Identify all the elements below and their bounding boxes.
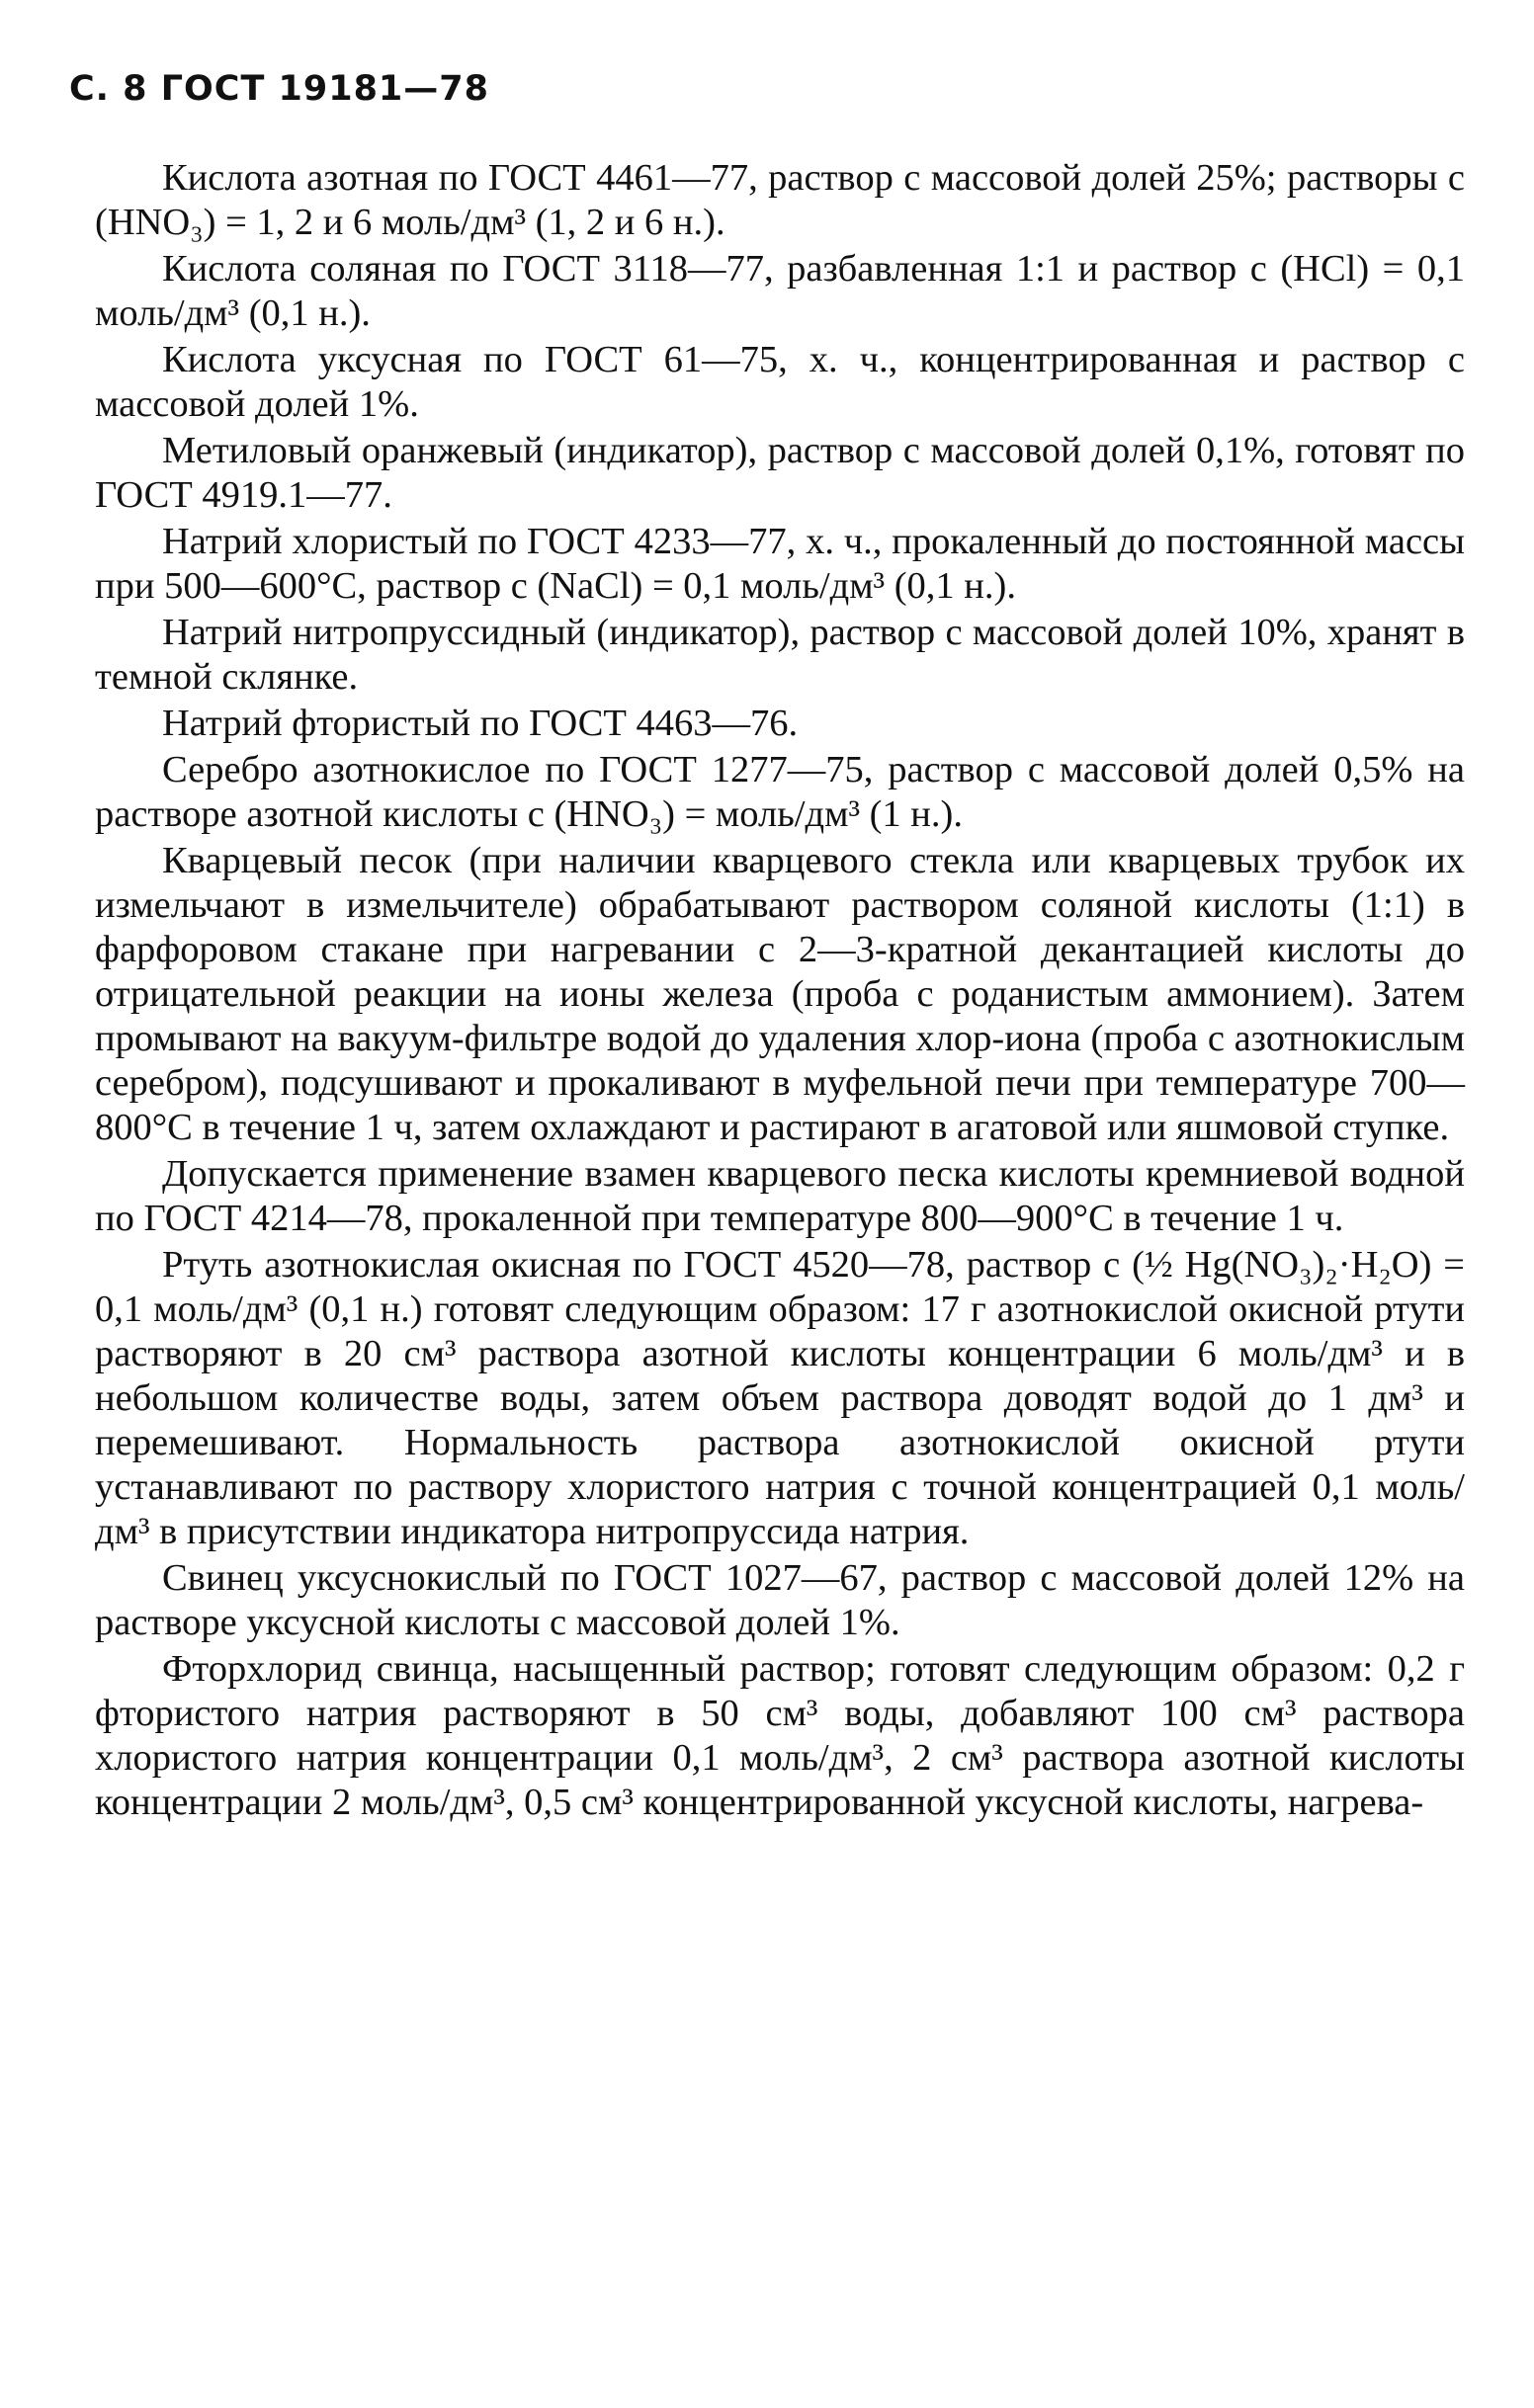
paragraph-acetic-acid: Кислота уксусная по ГОСТ 61—75, х. ч., концентрированная и раствор с массовой долей 1%. <box>95 339 1465 425</box>
paragraph-nitric-acid: Кислота азотная по ГОСТ 4461—77, раствор с массовой долей 25%; растворы c (HNO₃) = 1, 2 и 6 моль/дм³ (1, 2 и 6 н.). <box>95 157 1465 243</box>
paragraph-sodium-nitroprusside: Натрий нитропруссидный (индикатор), раствор с массовой долей 10%, хранят в темной склянке. <box>95 612 1465 698</box>
paragraph-hydrochloric-acid: Кислота соляная по ГОСТ 3118—77, разбавленная 1:1 и раствор c (HCl) = 0,1 моль/дм³ (0,1 н.). <box>95 248 1465 334</box>
paragraph-sodium-chloride: Натрий хлористый по ГОСТ 4233—77, х. ч., прокаленный до постоянной массы при 500—600°С, раствор c (NaCl) = 0,1 моль/дм³ (0,1 н.). <box>95 521 1465 607</box>
paragraph-mercury-nitrate: Ртуть азотнокислая окисная по ГОСТ 4520—78, раствор c (½ Hg(NO₃)₂·H₂O) = 0,1 моль/дм³ (0,1 н.) готовят следующим образом: 17 г азотнокислой окисной ртути растворяют в 20 см³ раствора азотной кислоты концентрации 6 моль/дм³ и в небольшом количестве воды, затем объем раствора доводят водой до 1 дм³ и перемешивают. Нормальность раствора азотнокислой окисной ртути устанавливают по раствору хлористого натрия с точной концентрацией 0,1 моль/дм³ в присутствии индикатора нитропруссида натрия. <box>95 1244 1465 1552</box>
paragraph-lead-fluorochloride: Фторхлорид свинца, насыщенный раствор; готовят следующим образом: 0,2 г фтористого натрия растворяют в 50 см³ воды, добавляют 100 см³ раствора хлористого натрия концентрации 0,1 моль/дм³, 2 см³ раствора азотной кислоты концентрации 2 моль/дм³, 0,5 см³ концентрированной уксусной кислоты, нагрева- <box>95 1648 1465 1823</box>
paragraph-silicic-acid: Допускается применение взамен кварцевого песка кислоты кремниевой водной по ГОСТ 4214—78, прокаленной при температуре 800—900°С в течение 1 ч. <box>95 1153 1465 1239</box>
running-header: С. 8 ГОСТ 19181—78 <box>69 69 489 109</box>
paragraph-methyl-orange: Метиловый оранжевый (индикатор), раствор с массовой долей 0,1%, готовят по ГОСТ 4919.1—77. <box>95 430 1465 516</box>
paragraph-lead-acetate: Свинец уксуснокислый по ГОСТ 1027—67, раствор с массовой долей 12% на растворе уксусной кислоты с массовой долей 1%. <box>95 1557 1465 1643</box>
document-body <box>95 156 1465 1825</box>
paragraph-silver-nitrate: Серебро азотнокислое по ГОСТ 1277—75, раствор с массовой долей 0,5% на растворе азотной кислоты c (HNO₃) = моль/дм³ (1 н.). <box>95 749 1465 835</box>
paragraph-sodium-fluoride: Натрий фтористый по ГОСТ 4463—76. <box>162 703 799 744</box>
paragraph-quartz-sand: Кварцевый песок (при наличии кварцевого стекла или кварцевых трубок их измельчают в измельчителе) обрабатывают раствором соляной кислоты (1:1) в фарфоровом стакане при нагревании с 2—3-кратной декантацией кислоты до отрицательной реакции на ионы железа (проба с роданистым аммонием). Затем промывают на вакуум-фильтре водой до удаления хлор-иона (проба с азотнокислым серебром), подсушивают и прокаливают в муфельной печи при температуре 700—800°С в течение 1 ч, затем охлаждают и растирают в агатовой или яшмовой ступке. <box>95 840 1465 1148</box>
